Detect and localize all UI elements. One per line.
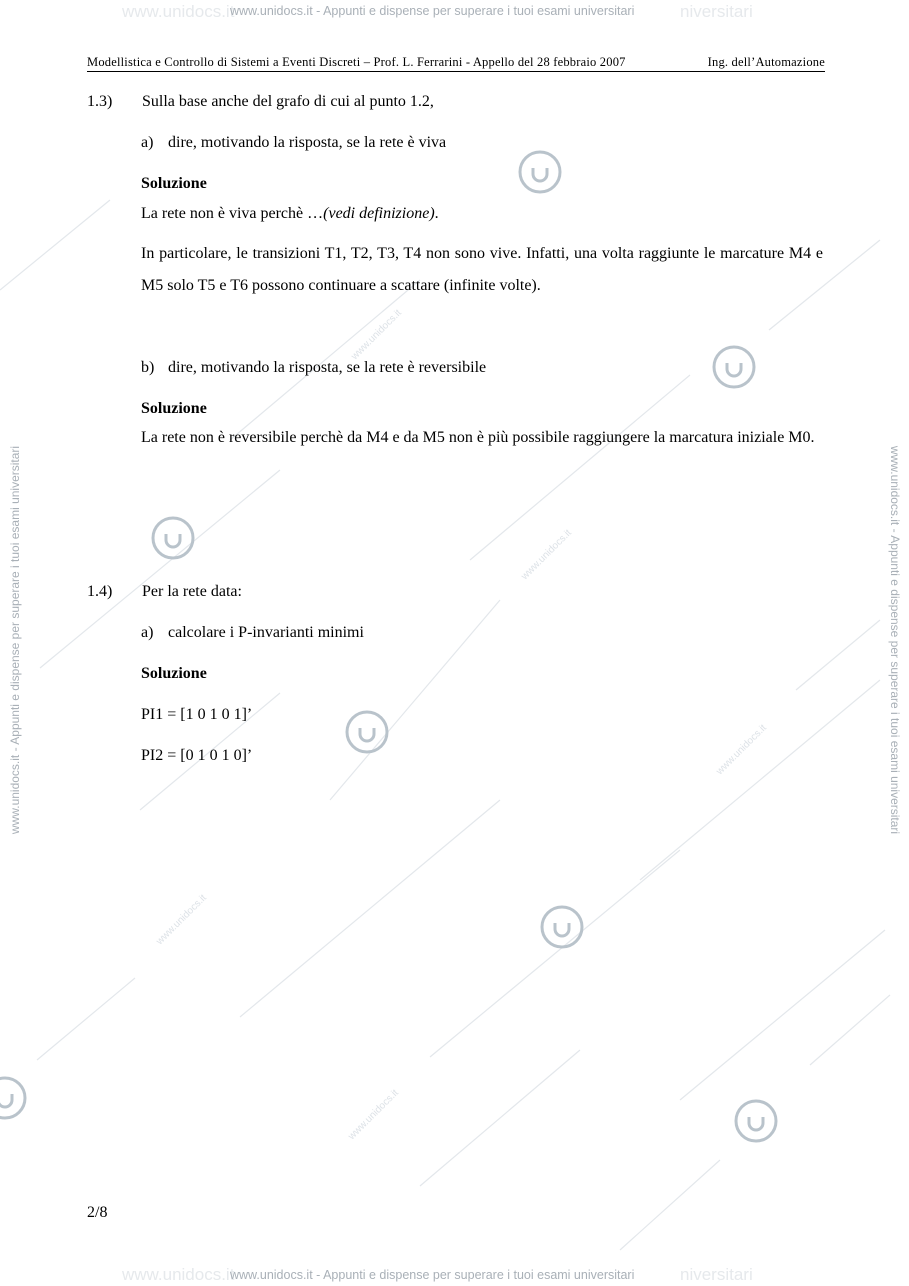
p-invariant-1: PI1 = [1 0 1 0 1]’: [141, 706, 253, 723]
question-1-3-intro: Sulla base anche del grafo di cui al punto 1.2,: [142, 93, 434, 110]
solution-1-3-b-paragraph: La rete non è reversibile perchè da M4 e da M5 non è più possibile raggiungere la marcatura iniziale M0.: [141, 429, 815, 446]
solution-italic-ref: (vedi definizione): [323, 205, 435, 222]
diagonal-watermark-5: www.unidocs.it: [346, 1087, 401, 1143]
solution-1-3-a-line: [141, 204, 439, 224]
p-invariant-2: PI2 = [0 1 0 1 0]’: [141, 747, 253, 764]
diagonal-watermark-3: www.unidocs.it: [714, 722, 769, 778]
question-1-4-intro: Per la rete data:: [142, 583, 242, 600]
solution-text: La rete non è viva perchè …: [141, 205, 324, 222]
question-number-1-4: 1.4): [87, 583, 113, 600]
ghost-watermark-top-right: niversitari: [680, 2, 753, 21]
header-degree: Ing. dell’Automazione: [707, 55, 825, 69]
diagonal-watermark-1: www.unidocs.it: [349, 307, 404, 363]
ghost-watermark-top-left: www.unidocs.it: [122, 2, 235, 21]
solution-label: Soluzione: [141, 400, 207, 417]
item-letter-a: a): [141, 624, 154, 641]
question-number-1-3: 1.3): [87, 93, 113, 110]
solution-1-3-a-paragraph: In particolare, le transizioni T1, T2, T3, T4 non sono vive. Infatti, una volta raggiunte le marcature M4 e M5 solo T5 e T6 possono continuare a scattare (infinite volte).: [141, 245, 823, 294]
watermark-banner-left: www.unidocs.it - Appunti e dispense per superare i tuoi esami universitari: [8, 445, 22, 835]
question-1-3-b-text: dire, motivando la risposta, se la rete è reversibile: [168, 359, 487, 376]
diagonal-watermark-2: www.unidocs.it: [519, 527, 574, 583]
ghost-watermark-bottom-left: www.unidocs.it: [122, 1265, 235, 1284]
ghost-watermark-bottom-right: niversitari: [680, 1265, 753, 1284]
header-course-title: Modellistica e Controllo di Sistemi a Eventi Discreti – Prof. L. Ferrarini - Appello del 28 febbraio 2007: [87, 55, 626, 69]
question-1-4-a-text: calcolare i P-invarianti minimi: [168, 624, 364, 641]
solution-text-end: .: [434, 205, 439, 222]
watermark-banner-right: www.unidocs.it - Appunti e dispense per superare i tuoi esami universitari: [888, 445, 902, 835]
diagonal-watermark-4: www.unidocs.it: [154, 892, 209, 948]
item-letter-a: a): [141, 134, 154, 151]
item-letter-b: b): [141, 359, 155, 376]
question-1-3-a-text: dire, motivando la risposta, se la rete è viva: [168, 134, 447, 151]
solution-label: Soluzione: [141, 175, 207, 192]
solution-label: Soluzione: [141, 665, 207, 682]
page-number: 2/8: [87, 1204, 108, 1221]
watermark-banner-top: www.unidocs.it - Appunti e dispense per superare i tuoi esami universitari: [230, 4, 635, 18]
header-divider: [87, 71, 825, 72]
watermark-banner-bottom: www.unidocs.it - Appunti e dispense per superare i tuoi esami universitari: [230, 1268, 635, 1282]
